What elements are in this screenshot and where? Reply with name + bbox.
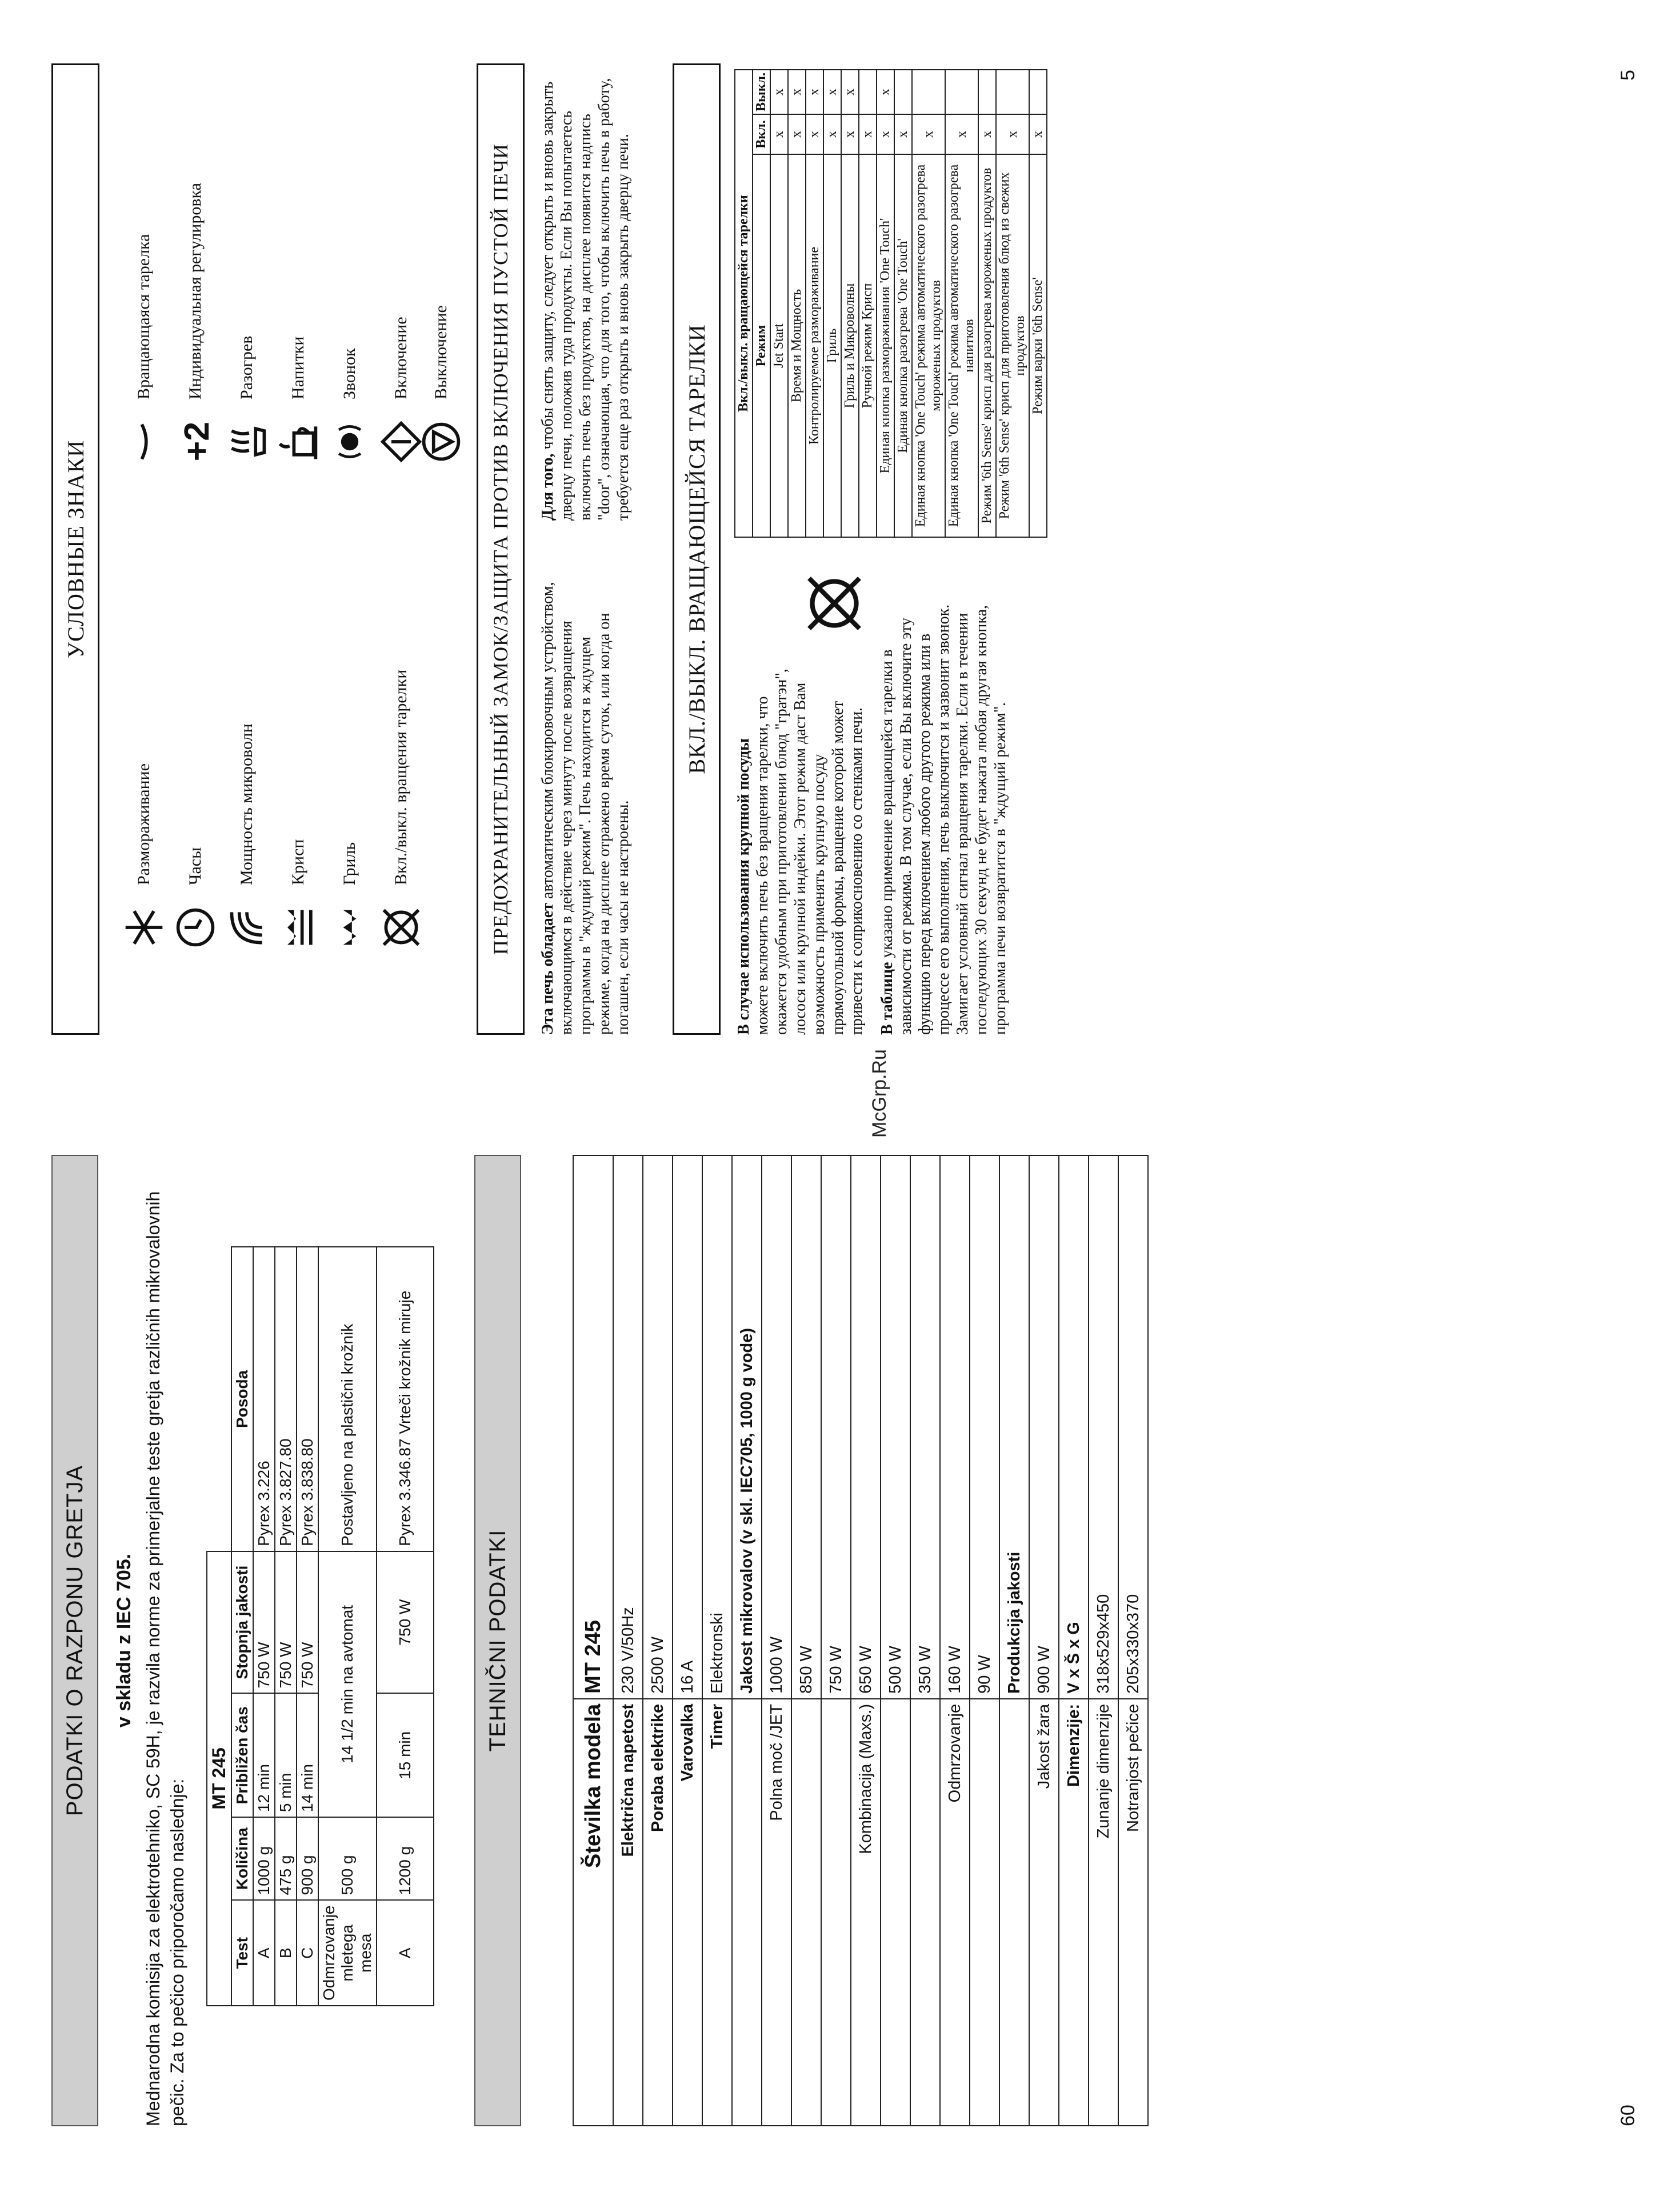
table-row <box>841 70 859 537</box>
table-row <box>791 1155 821 2126</box>
tech-label <box>791 1699 821 2126</box>
tech-label: Poraba elektrike <box>643 1699 673 2126</box>
mode-off <box>1029 70 1047 114</box>
on-icon <box>379 420 423 463</box>
symbols-grid <box>111 63 450 1035</box>
symbols-title: УСЛОВНЫЕ ЗНАКИ <box>51 63 99 1035</box>
table-row: C 900 g 14 min 750 W Pyrex 3.838.80 <box>297 1247 318 2006</box>
section-title-heating: PODATKI O RAZPONU GRETJA <box>51 1155 98 2126</box>
mode-on: x <box>859 114 877 154</box>
mode-off <box>978 70 996 114</box>
mode-name: Jet Start <box>770 154 788 537</box>
table-row <box>859 70 877 537</box>
mode-off: x <box>770 70 788 114</box>
table-row <box>940 1155 970 2126</box>
mode-on: x <box>978 114 996 154</box>
tech-label: Zunanje dimenzije <box>1089 1699 1118 2126</box>
tech-label: Notranjost pečice <box>1118 1699 1148 2126</box>
table-row <box>877 70 894 537</box>
mode-table: Вкл./выкл. вращающейся тарелки Режим Вкл. Выкл. Jet Start x x Время и Мощность x x Контролируемое размораживание x x Гриль x x Гриль и Микроволны x x Ручной режим Крисп x Единая кнопка размораживания 'One Touch' x x Единая кнопка разогрева 'One Touch' x Единая кнопка 'One Touch' режима автоматического разогрева мороженых продуктов x Единая кнопка 'One Touch' режима автоматического разогрева напитков x Режим '6th Sense' крисп для разогрева мороженых продуктов x Режим '6th Sense' крисп для приготовления блюд из свежих продуктов x Режим варки '6th Sense' x <box>734 69 1047 538</box>
tech-value: 350 W <box>910 1155 940 1699</box>
tech-value: Elektronski <box>702 1155 732 1699</box>
mode-on: x <box>945 114 978 154</box>
drinks-icon <box>277 420 320 463</box>
off-icon <box>419 420 463 463</box>
intro-paragraph: Mednarodna komisija za elektrotehniko, SC 59H, je razvila norme za primerjalne teste gretja različnih mikrovalovnih pečic. Za to pečico priporočamo naslednje: <box>143 1191 187 2126</box>
mode-on: x <box>788 114 806 154</box>
mode-name: Режим '6th Sense' крисп для приготовления блюд из свежих продуктов <box>996 154 1029 537</box>
mode-name: Режим '6th Sense' крисп для разогрева мороженых продуктов <box>978 154 996 537</box>
mode-on: x <box>823 114 841 154</box>
tech-label: Timer <box>702 1699 732 2126</box>
mode-off: x <box>841 70 859 114</box>
table-row <box>978 70 996 537</box>
table-row <box>1029 70 1047 537</box>
table-model: MT 245 <box>207 1551 231 2006</box>
table-row <box>1029 1155 1059 2126</box>
tech-value: 318x529x450 <box>1089 1155 1118 1699</box>
page-number-right: 5 <box>1617 70 1639 81</box>
mode-name: Единая кнопка 'One Touch' режима автоматического разогрева напитков <box>945 154 978 537</box>
mode-name: Режим варки '6th Sense' <box>1029 154 1047 537</box>
tech-value: 90 W <box>970 1155 999 1699</box>
mode-off <box>996 70 1029 114</box>
col-quantity: Količina <box>231 1817 253 1900</box>
page-number-left: 60 <box>1617 2105 1639 2126</box>
table-row <box>806 70 823 537</box>
tech-value: 2500 W <box>643 1155 673 1699</box>
turntable-columns <box>734 63 1047 1035</box>
crisp-icon <box>277 906 320 949</box>
mode-table-caption: Вкл./выкл. вращающейся тарелки <box>735 70 753 537</box>
mode-off <box>894 70 912 114</box>
lock-left-text: Эта печь обладает автоматическим блокировочным устройством, включающимся в действие через минуту после возвращения программы в "ждущий режим". Печь находится в ждущем режиме, когда на дисплее отражено время суток, или когда он погашен, если часы не настроены. <box>539 582 632 1035</box>
tech-value: 230 V/50Hz <box>613 1155 643 1699</box>
symbol-drinks: Напитки <box>277 337 320 463</box>
mode-off: x <box>788 70 806 114</box>
table-row <box>573 1155 613 2126</box>
table-row: B 475 g 5 min 750 W Pyrex 3.827.80 <box>275 1247 297 2006</box>
mode-on: x <box>996 114 1029 154</box>
tech-value: V x Š x G <box>1059 1155 1089 1699</box>
table-row-defrost: Odmrzovanje mletega mesa 500 g 14 1/2 min na avtomat Postavljeno na plastični krožnik <box>318 1247 377 2006</box>
symbol-bell: Звонок <box>328 348 371 463</box>
left-page <box>51 1155 1583 2126</box>
turntable-off-icon <box>803 572 866 635</box>
table-row <box>996 70 1029 537</box>
table-row <box>912 70 945 537</box>
lock-columns <box>538 63 633 1035</box>
lock-title: ПРЕДОХРАНИТЕЛЬНЫЙ ЗАМОК/ЗАЩИТА ПРОТИВ ВКЛЮЧЕНИЯ ПУСТОЙ ПЕЧИ <box>477 63 525 1035</box>
tech-label: Polna moč /JET <box>762 1699 791 2126</box>
mode-off: x <box>877 70 894 114</box>
reheat-icon <box>225 420 269 463</box>
mode-name: Гриль и Микроволны <box>841 154 859 537</box>
col-test: Test <box>231 1900 253 2006</box>
mode-name: Гриль <box>823 154 841 537</box>
col-dish: Posoda <box>231 1247 253 1551</box>
technical-table <box>573 1155 1149 2126</box>
symbol-reheat: Разогрев <box>225 336 269 463</box>
mode-on: x <box>770 114 788 154</box>
symbol-on: Включение <box>379 317 423 463</box>
table-row <box>770 70 788 537</box>
tech-value: 500 W <box>881 1155 910 1699</box>
mode-off: x <box>823 70 841 114</box>
tech-value: Jakost mikrovalov (v skl. IEC705, 1000 g vode) <box>732 1155 762 1699</box>
symbol-microwave-power: Мощность микроволн <box>225 723 269 949</box>
mode-name: Единая кнопка размораживания 'One Touch' <box>877 154 894 537</box>
col-time: Približen čas <box>231 1693 253 1817</box>
tech-label: Jakost žara <box>1029 1699 1059 2126</box>
symbol-adjust: +2 Индивидуальная регулировка <box>174 183 217 463</box>
adjust-icon <box>174 420 217 463</box>
tech-value: 1000 W <box>762 1155 791 1699</box>
table-row <box>970 1155 999 2126</box>
symbol-grill: Гриль <box>328 842 371 949</box>
table-row <box>732 1155 762 2126</box>
tech-label <box>732 1699 762 2126</box>
tech-label: Številka modela <box>573 1699 613 2126</box>
clock-icon <box>174 906 217 949</box>
defrost-icon <box>122 906 166 949</box>
tech-label: Dimenzije: <box>1059 1699 1089 2126</box>
mode-name: Время и Мощность <box>788 154 806 537</box>
table-row <box>1089 1155 1118 2126</box>
tech-value: Produkcija jakosti <box>999 1155 1029 1699</box>
mode-on: x <box>1029 114 1047 154</box>
subtitle: v skladu z IEC 705. <box>113 1553 135 1728</box>
bell-icon <box>328 420 371 463</box>
table-row <box>894 70 912 537</box>
table-row <box>821 1155 851 2126</box>
tech-label <box>970 1699 999 2126</box>
table-row <box>945 70 978 537</box>
heating-table <box>206 1246 434 2006</box>
mode-off <box>859 70 877 114</box>
symbol-defrost: Размораживание <box>122 763 166 949</box>
tech-value: 850 W <box>791 1155 821 1699</box>
table-row <box>1059 1155 1089 2126</box>
table-row <box>823 70 841 537</box>
mode-name: Ручной режим Крисп <box>859 154 877 537</box>
tech-label: Kombinacija (Maxs.) <box>851 1699 881 2126</box>
tech-label <box>881 1699 910 2126</box>
table-row <box>881 1155 910 2126</box>
table-row <box>673 1155 702 2126</box>
table-row <box>999 1155 1029 2126</box>
section-title-technical: TEHNIČNI PODATKI <box>474 1155 521 2126</box>
svg-text:+2: +2 <box>177 421 216 462</box>
table-row: A 1000 g 12 min 750 W Pyrex 3.226 <box>253 1247 275 2006</box>
mode-name: Единая кнопка 'One Touch' режима автоматического разогрева мороженых продуктов <box>912 154 945 537</box>
tech-value: 16 A <box>673 1155 702 1699</box>
symbol-turntable-off: Вкл./выкл. вращения тарелки <box>379 670 423 949</box>
tech-label <box>821 1699 851 2126</box>
tech-label: Električna napetost <box>613 1699 643 2126</box>
tech-value: 160 W <box>940 1155 970 1699</box>
tech-label: Varovalka <box>673 1699 702 2126</box>
table-row <box>762 1155 791 2126</box>
mode-name: Единая кнопка разогрева 'One Touch' <box>894 154 912 537</box>
tech-label <box>910 1699 940 2126</box>
tech-value: 750 W <box>821 1155 851 1699</box>
tech-label <box>999 1699 1029 2126</box>
turntable-text: В случае использования крупной посуды можете включить печь без вращения тарелки, что окажется удобным при приготовлении блюд "гратэн", лосося или крупной индейки. Этот режим даст Вам возможность применять крупную посуду прямоугольной формы, вращение которой может привести к соприкосновению со стенками печи. В таблице указано применение вращающейся тарелки в зависимости от режима. В том случае, если Вы включите эту функцию перед включением любого другого режима или в процессе его выполнения, печь выключится и зазвонит звонок. Замигает условный сигнал вращения тарелки. Если в течении последующих 30 секунд не будет нажата любая другая кнопка, программа печи возвратится в "ждущий режим". <box>734 572 1047 1035</box>
lock-right-text: Для того, чтобы снять защиту, следует открыть и вновь закрыть дверцу печи, положив туда продукты. Если Вы попытаетесь включить печь без продуктов, на дисплее появится надпись "door", означающая, что для того, чтобы включить печь в работу, требуется еще раз открыть и вновь закрыть дверцу печи. <box>539 78 632 521</box>
table-row <box>643 1155 673 2126</box>
mode-on: x <box>841 114 859 154</box>
table-row <box>788 70 806 537</box>
mode-on: x <box>894 114 912 154</box>
table-row <box>1118 1155 1148 2126</box>
microwave-power-icon <box>225 906 269 949</box>
tech-value: 205x330x370 <box>1118 1155 1148 1699</box>
symbol-crisp: Криcп <box>277 839 320 949</box>
table-row: A 1200 g 15 min 750 W Pyrex 3.346.87 Vrteči krožnik miruje <box>377 1247 434 2006</box>
table-row <box>910 1155 940 2126</box>
grill-icon <box>328 906 371 949</box>
mode-off <box>945 70 978 114</box>
mode-on: x <box>912 114 945 154</box>
table-row <box>702 1155 732 2126</box>
right-page <box>51 63 1583 1035</box>
mode-off <box>912 70 945 114</box>
turntable-title: ВКЛ./ВЫКЛ. ВРАЩАЮЩЕЙСЯ ТАРЕЛКИ <box>673 63 721 1035</box>
turntable-icon <box>122 420 166 463</box>
symbol-turntable: Вращающаяся тарелка <box>122 234 166 464</box>
symbol-clock: Часы <box>174 847 217 949</box>
mode-name: Контролируемое размораживание <box>806 154 823 537</box>
mode-table-wrapper <box>734 63 1047 538</box>
turntable-off-icon <box>379 906 423 949</box>
tech-value: 900 W <box>1029 1155 1059 1699</box>
table-row <box>851 1155 881 2126</box>
tech-value: 650 W <box>851 1155 881 1699</box>
mode-on: x <box>877 114 894 154</box>
tech-label: Odmrzovanje <box>940 1699 970 2126</box>
col-power: Stopnja jakosti <box>231 1551 253 1694</box>
mode-off: x <box>806 70 823 114</box>
symbol-off: Выключение <box>419 305 463 463</box>
tech-value: MT 245 <box>573 1155 613 1699</box>
mode-on: x <box>806 114 823 154</box>
watermark: McGrp.Ru <box>869 1049 890 1138</box>
table-row <box>613 1155 643 2126</box>
